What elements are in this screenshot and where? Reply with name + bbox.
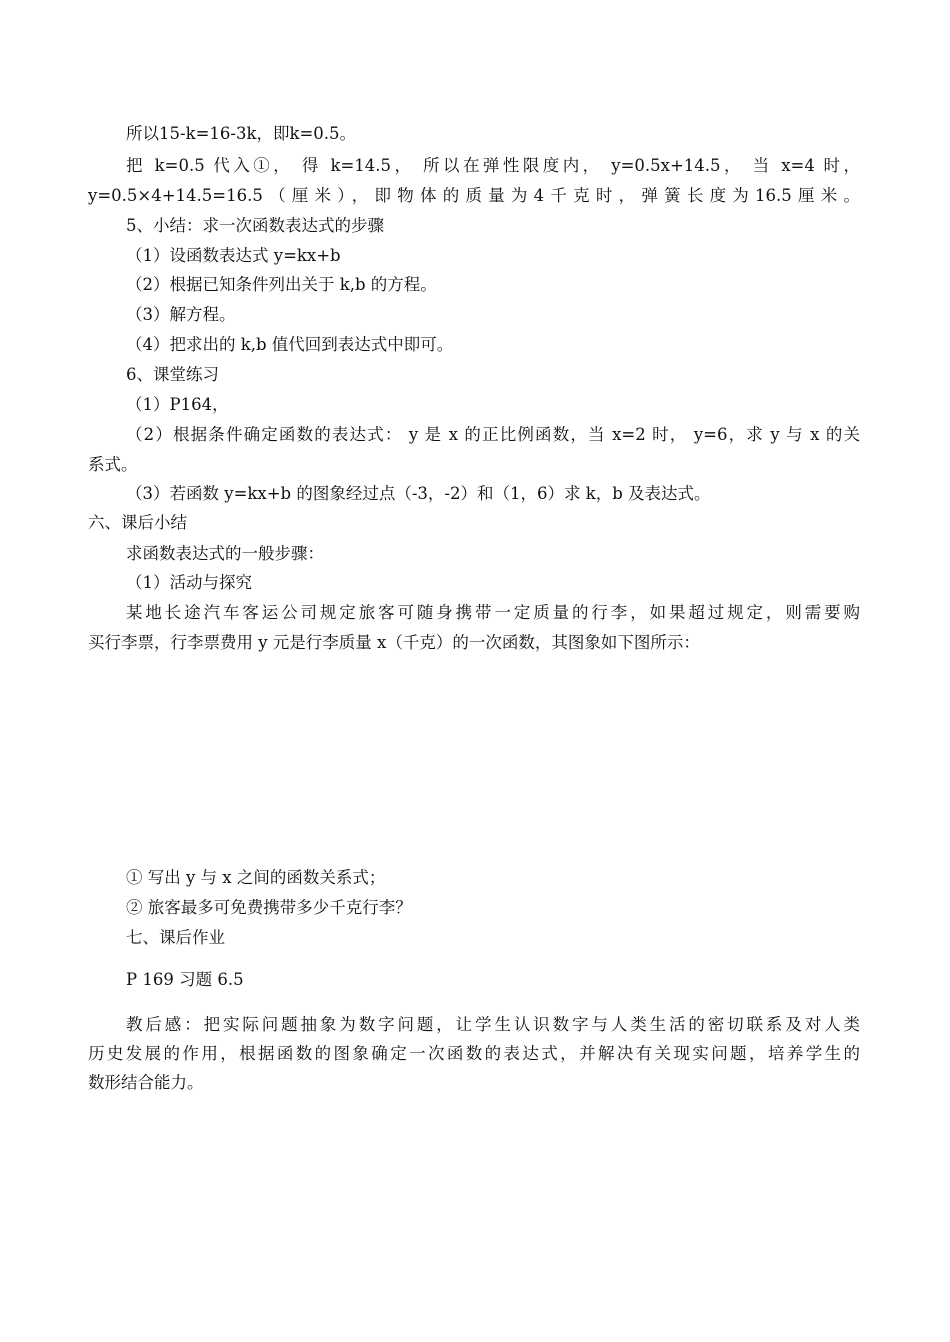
text-line: 历史发展的作用，根据函数的图象确定一次函数的表达式，并解决有关现实问题，培养学生的 [88, 1044, 860, 1063]
section-heading: 六、课后小结 [88, 513, 187, 532]
list-item: （1）P164， [126, 395, 229, 414]
text-line: 某地长途汽车客运公司规定旅客可随身携带一定质量的行李，如果超过规定，则需要购 [126, 603, 860, 622]
list-item: （4）把求出的 k,b 值代回到表达式中即可。 [126, 335, 454, 354]
text-line: 把 k=0.5 代入①， 得 k=14.5， 所以在弹性限度内， y=0.5x+14.5， 当 x=4 时， [126, 156, 860, 175]
text-line: 系式。 [88, 455, 138, 474]
homework-reference: P 169 习题 6.5 [126, 970, 244, 989]
question-item: ① 写出 y 与 x 之间的函数关系式； [126, 868, 386, 887]
text-line: y=0.5×4+14.5=16.5（厘米），即物体的质量为4千克时，弹簧长度为16.5厘米。 [88, 186, 860, 205]
section-heading: 6、课堂练习 [126, 365, 219, 384]
text-line: 数形结合能力。 [88, 1073, 204, 1092]
text-line: 教后感：把实际问题抽象为数字问题，让学生认识数字与人类生活的密切联系及对人类 [126, 1015, 860, 1034]
list-item: （1）设函数表达式 y=kx+b [126, 246, 341, 265]
list-item: （3）若函数 y=kx+b 的图象经过点（-3，-2）和（1，6）求 k，b 及表达式。 [126, 484, 711, 503]
list-item: （2）根据已知条件列出关于 k,b 的方程。 [126, 275, 437, 294]
list-item: （1）活动与探究 [126, 573, 252, 592]
text-line: 买行李票，行李票费用 y 元是行李质量 x（千克）的一次函数，其图象如下图所示： [88, 633, 700, 652]
text-line: 所以15-k=16-3k，即k=0.5。 [126, 124, 357, 143]
list-item: （3）解方程。 [126, 305, 236, 324]
section-heading: 5、小结：求一次函数表达式的步骤 [126, 216, 384, 235]
section-heading: 七、课后作业 [126, 928, 225, 947]
text-line: 求函数表达式的一般步骤： [126, 544, 324, 563]
question-item: ② 旅客最多可免费携带多少千克行李？ [126, 898, 412, 917]
list-item: （2）根据条件确定函数的表达式： y 是 x 的正比例函数，当 x=2 时， y=6，求 y 与 x 的关 [126, 425, 860, 444]
